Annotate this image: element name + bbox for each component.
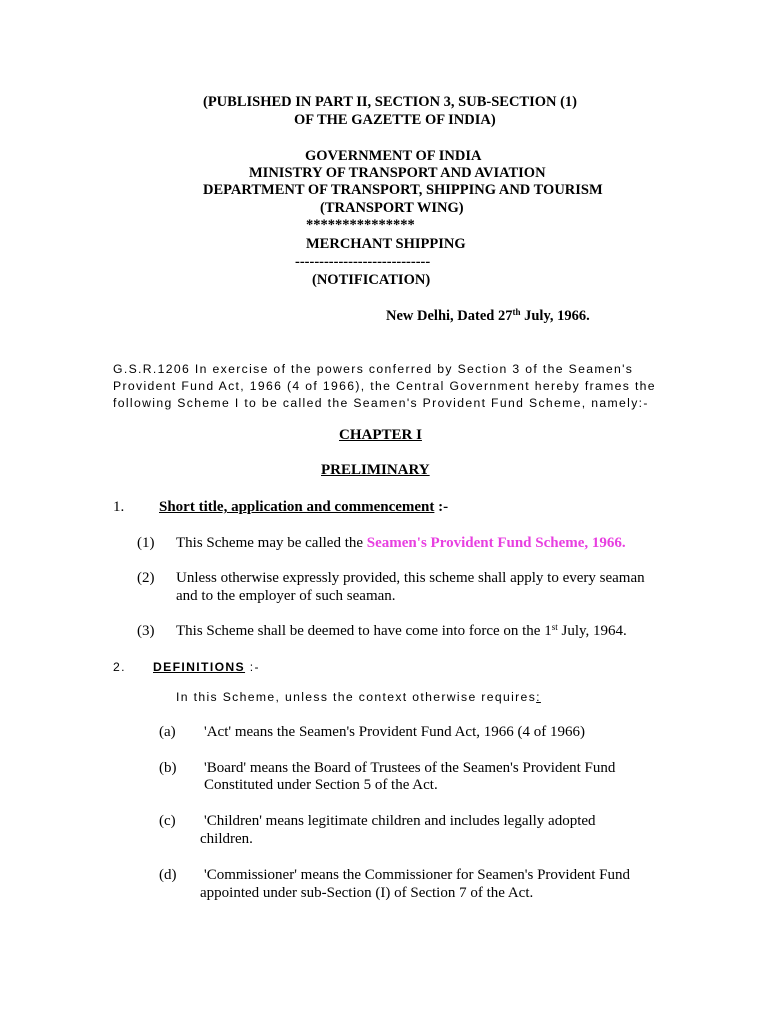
intro-line-1: G.S.R.1206 In exercise of the powers conferred by Section 3 of the Seamen's xyxy=(113,362,634,376)
definition-d-line-2: appointed under sub-Section (I) of Section 7 of the Act. xyxy=(200,885,534,901)
govt-title: GOVERNMENT OF INDIA xyxy=(305,148,482,164)
item-2-line-1: Unless otherwise expressly provided, this scheme shall apply to every seaman xyxy=(176,570,645,586)
chapter-subtitle: PRELIMINARY xyxy=(321,462,430,478)
section-1-number: 1. xyxy=(113,499,125,515)
item-3-label: (3) xyxy=(137,623,155,639)
scheme-name-highlight: Seamen's Provident Fund Scheme, 1966. xyxy=(366,535,626,551)
definitions-intro: In this Scheme, unless the context otherwise requires: xyxy=(176,690,541,704)
section-1-heading: Short title, application and commencement :- xyxy=(159,499,449,515)
published-line-1: (PUBLISHED IN PART II, SECTION 3, SUB-SECTION (1) xyxy=(203,94,578,110)
item-1-label: (1) xyxy=(137,535,155,551)
definition-d-label: (d) xyxy=(159,867,177,883)
stars-divider: *************** xyxy=(306,217,415,233)
definition-a-line-1: 'Act' means the Seamen's Provident Fund Act, 1966 (4 of 1966) xyxy=(204,724,585,740)
wing-title: (TRANSPORT WING) xyxy=(320,200,464,216)
item-3-text: This Scheme shall be deemed to have come into force on the 1st July, 1964. xyxy=(176,622,627,639)
definition-b-line-1: 'Board' means the Board of Trustees of the Seamen's Provident Fund xyxy=(204,760,616,776)
definition-d-line-1: 'Commissioner' means the Commissioner for Seamen's Provident Fund xyxy=(204,867,630,883)
section-2-number: 2. xyxy=(113,660,126,674)
ministry-title: MINISTRY OF TRANSPORT AND AVIATION xyxy=(249,165,546,181)
dated-line: New Delhi, Dated 27th July, 1966. xyxy=(386,307,590,324)
item-2-label: (2) xyxy=(137,570,155,586)
chapter-title: CHAPTER I xyxy=(339,427,422,443)
definition-a-label: (a) xyxy=(159,724,176,740)
item-2-line-2: and to the employer of such seaman. xyxy=(176,588,396,604)
published-line-2: OF THE GAZETTE OF INDIA) xyxy=(294,112,496,128)
intro-line-2: Provident Fund Act, 1966 (4 of 1966), the Central Government hereby frames the xyxy=(113,379,656,393)
intro-line-3: following Scheme I to be called the Seamen's Provident Fund Scheme, namely:- xyxy=(113,396,649,410)
notification-title: (NOTIFICATION) xyxy=(312,272,431,288)
department-title: DEPARTMENT OF TRANSPORT, SHIPPING AND TOURISM xyxy=(203,182,603,198)
dash-divider: ---------------------------- xyxy=(295,254,431,270)
section-2-heading: DEFINITIONS :- xyxy=(153,660,260,674)
definition-c-line-1: 'Children' means legitimate children and includes legally adopted xyxy=(204,813,596,829)
definition-c-label: (c) xyxy=(159,813,176,829)
definition-b-label: (b) xyxy=(159,760,177,776)
definition-c-line-2: children. xyxy=(200,831,253,847)
item-1-text: This Scheme may be called the Seamen's Provident Fund Scheme, 1966. xyxy=(176,535,626,551)
definition-b-line-2: Constituted under Section 5 of the Act. xyxy=(204,777,438,793)
subject-title: MERCHANT SHIPPING xyxy=(306,236,466,252)
